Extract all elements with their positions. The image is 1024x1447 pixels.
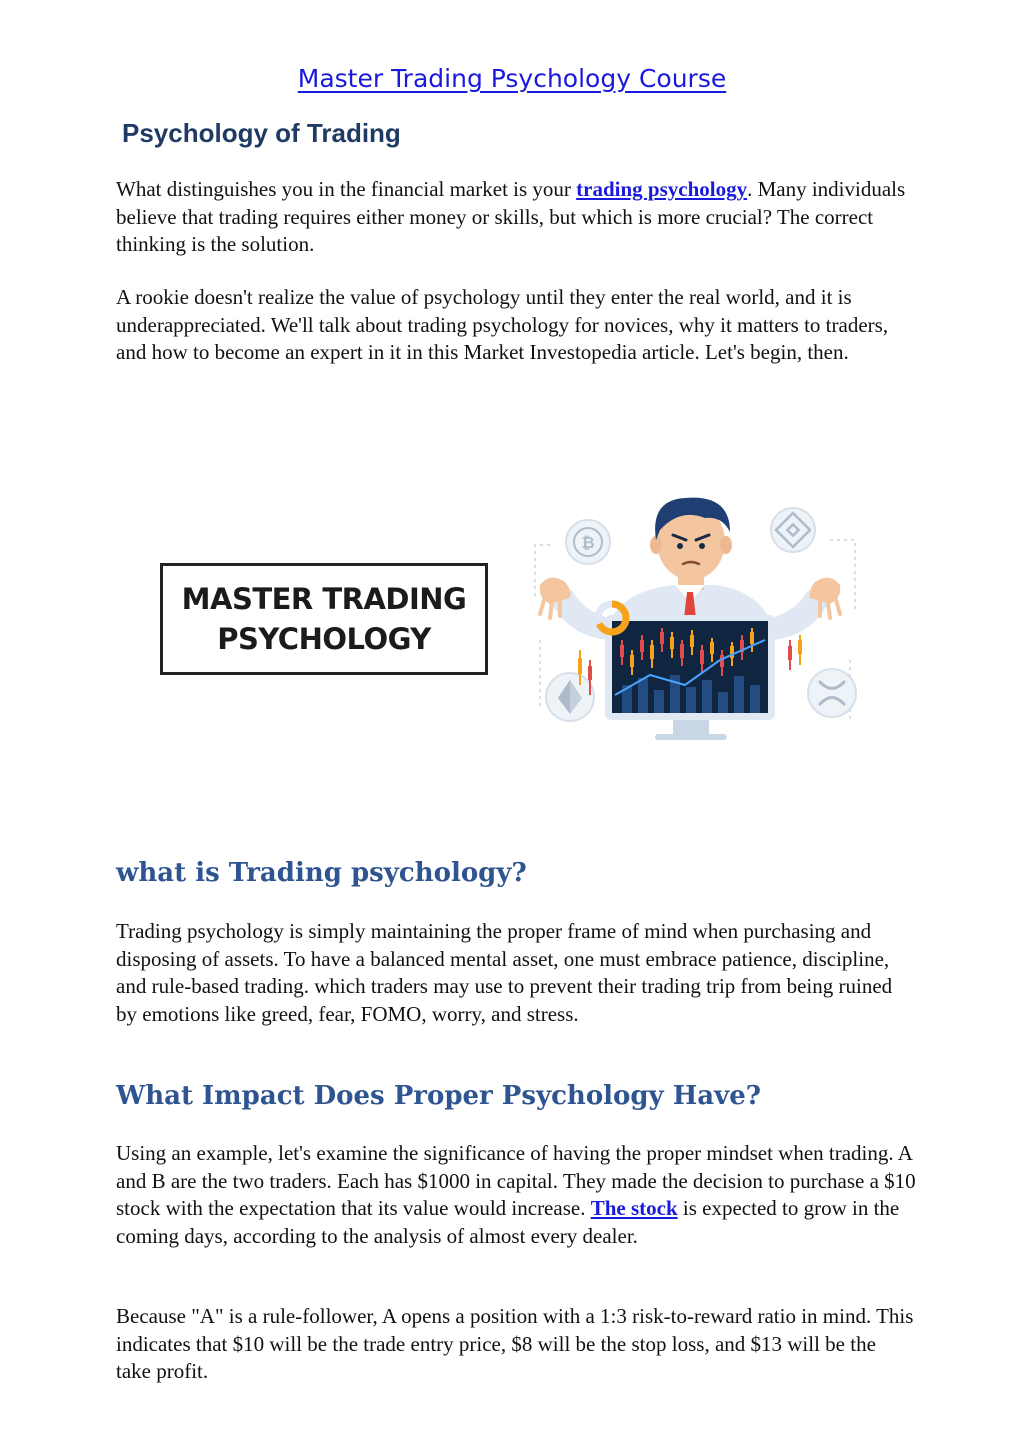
heading-impact-of-psychology: What Impact Does Proper Psychology Have? xyxy=(116,1081,762,1111)
document-title-link[interactable]: Master Trading Psychology Course xyxy=(297,64,727,93)
section-subtitle: Psychology of Trading xyxy=(122,118,401,148)
bitcoin-icon xyxy=(566,520,610,564)
master-trading-psychology-logo xyxy=(160,563,488,675)
trader-illustration xyxy=(510,490,870,750)
logo-line-2: PSYCHOLOGY xyxy=(217,622,431,656)
ripple-icon xyxy=(808,669,856,717)
intro-text-end: . Many individuals believe that trading requires either money or skills, but which is more crucial? The correct thinking is the solution. xyxy=(116,177,906,256)
intro-text-start: What distinguishes you in the financial market is your xyxy=(116,177,577,201)
svg-text:₿: ₿ xyxy=(581,533,595,552)
example-paragraph xyxy=(116,1140,916,1250)
heading-what-is-trading-psychology: what is Trading psychology? xyxy=(116,858,527,888)
definition-paragraph: Trading psychology is simply maintaining the proper frame of mind when purchasing and disposing of assets. To have a balanced mental asset, one must embrace patience, discipline, and rule-based trading. which traders may use to prevent their trading trip from being ruined by emotions like greed, fear, FOMO, worry, and stress. xyxy=(116,919,893,1026)
intro-paragraph xyxy=(116,176,916,259)
the-stock-link[interactable]: The stock xyxy=(590,1196,678,1220)
rule-follower-paragraph: Because "A" is a rule-follower, A opens a position with a 1:3 risk-to-reward ratio in mind. This indicates that $10 will be the trade entry price, $8 will be the stop loss, and $13 will be the take profit. xyxy=(116,1304,914,1383)
ethereum-icon xyxy=(546,673,594,721)
logo-line-1: MASTER TRADING xyxy=(181,582,467,616)
example-text-start: Using an example, let's examine the significance of having the proper mindset when trading. A and B are the two traders. Each has $1000 in capital. They made the decision to purchase a $10 stock with the expectation that its value would increase. xyxy=(116,1141,916,1220)
binance-icon xyxy=(771,508,815,552)
trading-psychology-link[interactable]: trading psychology xyxy=(576,177,748,201)
example-text-end: is expected to grow in the coming days, according to the analysis of almost every dealer. xyxy=(116,1196,900,1248)
rookie-paragraph: A rookie doesn't realize the value of psychology until they enter the real world, and it is underappreciated. We'll talk about trading psychology for novices, why it matters to traders, and how to become an expert in it in this Market Investopedia article. Let's begin, then. xyxy=(116,285,889,364)
